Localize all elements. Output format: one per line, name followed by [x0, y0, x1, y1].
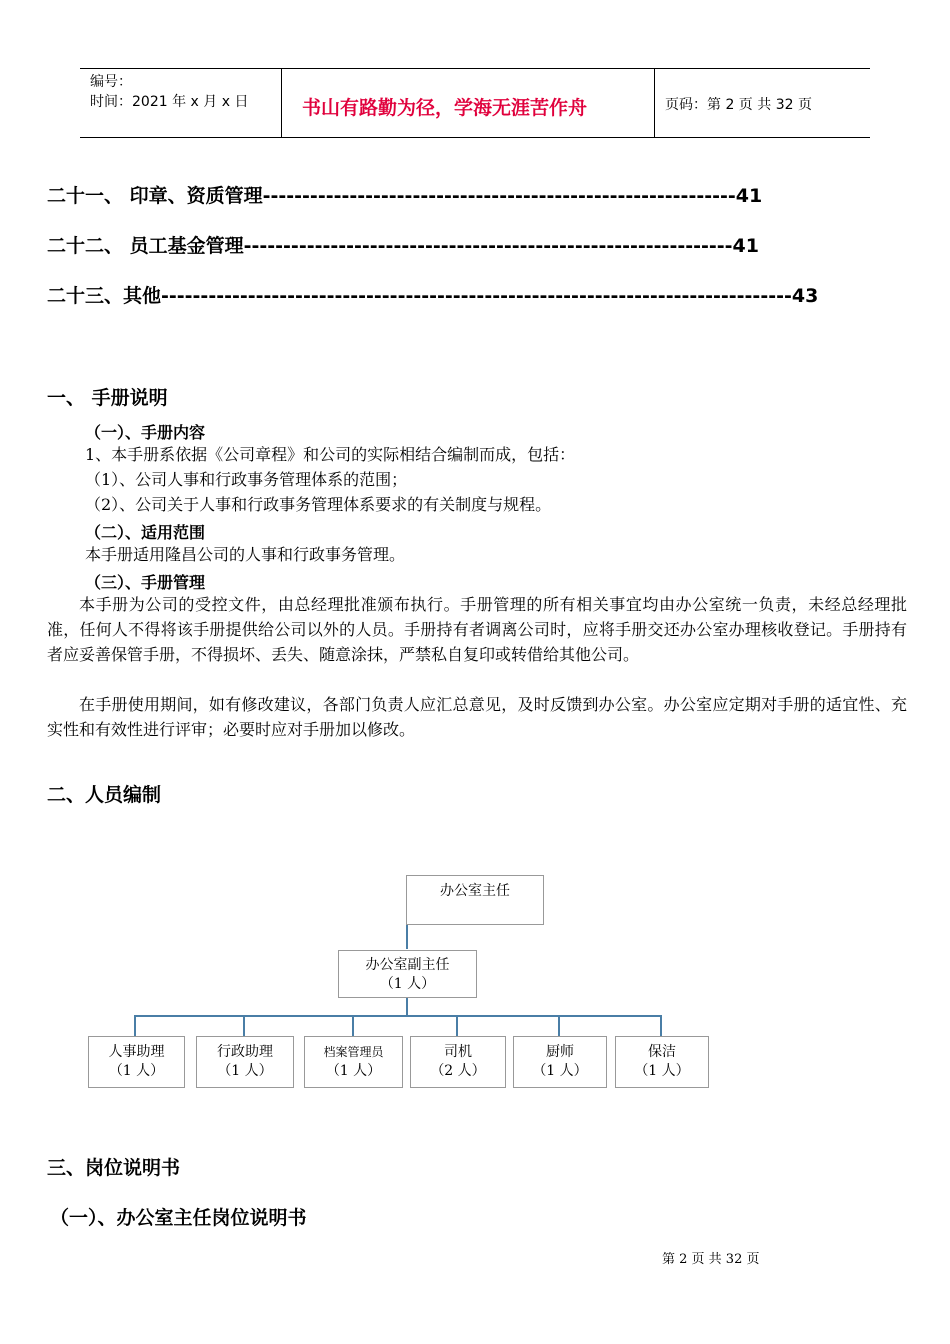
org-node-label: 保洁 — [648, 1044, 676, 1060]
org-node-count: （1 人） — [634, 1063, 690, 1079]
org-node-admin-assistant — [196, 1036, 294, 1088]
section-1-sub3-paragraph-2: 在手册使用期间，如有修改建议，各部门负责人应汇总意见，及时反馈到办公室。办公室应定期对手册的适宜性、充实性和有效性进行评审；必要时应对手册加以修改。 — [47, 695, 907, 739]
org-node-count: （1 人） — [325, 1063, 382, 1079]
org-node-count: （1 人） — [532, 1063, 588, 1079]
toc-item-21[interactable]: 二十一、 印章、资质管理------------------------------------------------------------41 — [47, 185, 763, 207]
org-connector-drop — [134, 1015, 136, 1036]
org-node-count: （2 人） — [430, 1063, 486, 1079]
org-node-deputy-director — [338, 950, 477, 998]
org-node-label: 司机 — [444, 1044, 472, 1060]
org-node-director-label: 办公室主任 — [440, 883, 510, 899]
section-1-sub2-title: （二）、适用范围 — [85, 523, 206, 542]
org-node-label: 行政助理 — [217, 1044, 273, 1060]
org-connector-drop — [243, 1015, 245, 1036]
section-3-sub1-title: （一）、办公室主任岗位说明书 — [50, 1207, 307, 1229]
section-2-title: 二、人员编制 — [47, 784, 162, 806]
org-connector-drop — [660, 1015, 662, 1036]
org-node-director — [406, 875, 544, 925]
document-number-label: 编号： — [90, 74, 132, 90]
org-node-driver — [410, 1036, 506, 1088]
org-node-count: （1 人） — [217, 1063, 273, 1079]
toc-item-23[interactable]: 二十三、其他--------------------------------------------------------------------------------43 — [47, 285, 819, 307]
section-1-sub3-paragraph-1: 本手册为公司的受控文件，由总经理批准颁布执行。手册管理的所有相关事宜均由办公室统一负责，未经总经理批准，任何人不得将该手册提供给公司以外的人员。手册持有者调离公司时，应将手册交还办公室办理核收登记。手册持有者应妥善保管手册，不得损坏、丢失、随意涂抹，严禁私自复印或转借给其他公司。 — [47, 595, 907, 664]
header-page-info: 页码：第 2 页 共 32 页 — [665, 97, 812, 113]
org-connector-top — [406, 924, 408, 949]
org-node-label: 厨师 — [546, 1044, 574, 1060]
section-1-sub2-text: 本手册适用隆昌公司的人事和行政事务管理。 — [85, 545, 406, 564]
org-node-label: 办公室副主任 — [365, 957, 450, 973]
document-date-label: 时间：2021 年 x 月 x 日 — [90, 94, 249, 110]
section-1-sub1-line1: 1、本手册系依据《公司章程》和公司的实际相结合编制而成，包括： — [85, 445, 576, 464]
section-3-title: 三、岗位说明书 — [47, 1157, 181, 1179]
header-motto: 书山有路勤为径，学海无涯苦作舟 — [302, 97, 588, 119]
section-1-title: 一、 手册说明 — [47, 387, 168, 409]
section-1-sub1-title: （一）、手册内容 — [85, 423, 206, 442]
org-connector-drop — [456, 1015, 458, 1036]
toc-item-22[interactable]: 二十二、 员工基金管理--------------------------------------------------------------41 — [47, 235, 759, 257]
page-footer-number: 第 2 页 共 32 页 — [662, 1252, 760, 1267]
header-page-cell — [655, 69, 870, 137]
page-header — [80, 68, 870, 138]
org-node-label: 人事助理 — [108, 1044, 165, 1060]
org-connector-mid — [406, 997, 408, 1016]
org-node-archivist — [304, 1036, 403, 1088]
section-1-sub1-line3: （2）、公司关于人事和行政事务管理体系要求的有关制度与规程。 — [85, 495, 552, 514]
org-node-count: （1 人） — [108, 1063, 165, 1079]
org-node-count: （1 人） — [379, 976, 436, 992]
org-node-cleaner — [615, 1036, 709, 1088]
header-meta-cell — [80, 69, 282, 137]
org-connector-drop — [352, 1015, 354, 1036]
org-node-label: 档案管理员 — [323, 1045, 384, 1059]
org-connector-drop — [558, 1015, 560, 1036]
section-1-sub1-line2: （1）、公司人事和行政事务管理体系的范围； — [85, 470, 408, 489]
section-1-sub3-title: （三）、手册管理 — [85, 573, 206, 592]
org-connector-horizontal — [134, 1015, 662, 1017]
header-motto-cell — [282, 69, 655, 137]
org-node-hr-assistant — [88, 1036, 185, 1088]
org-node-cook — [513, 1036, 607, 1088]
